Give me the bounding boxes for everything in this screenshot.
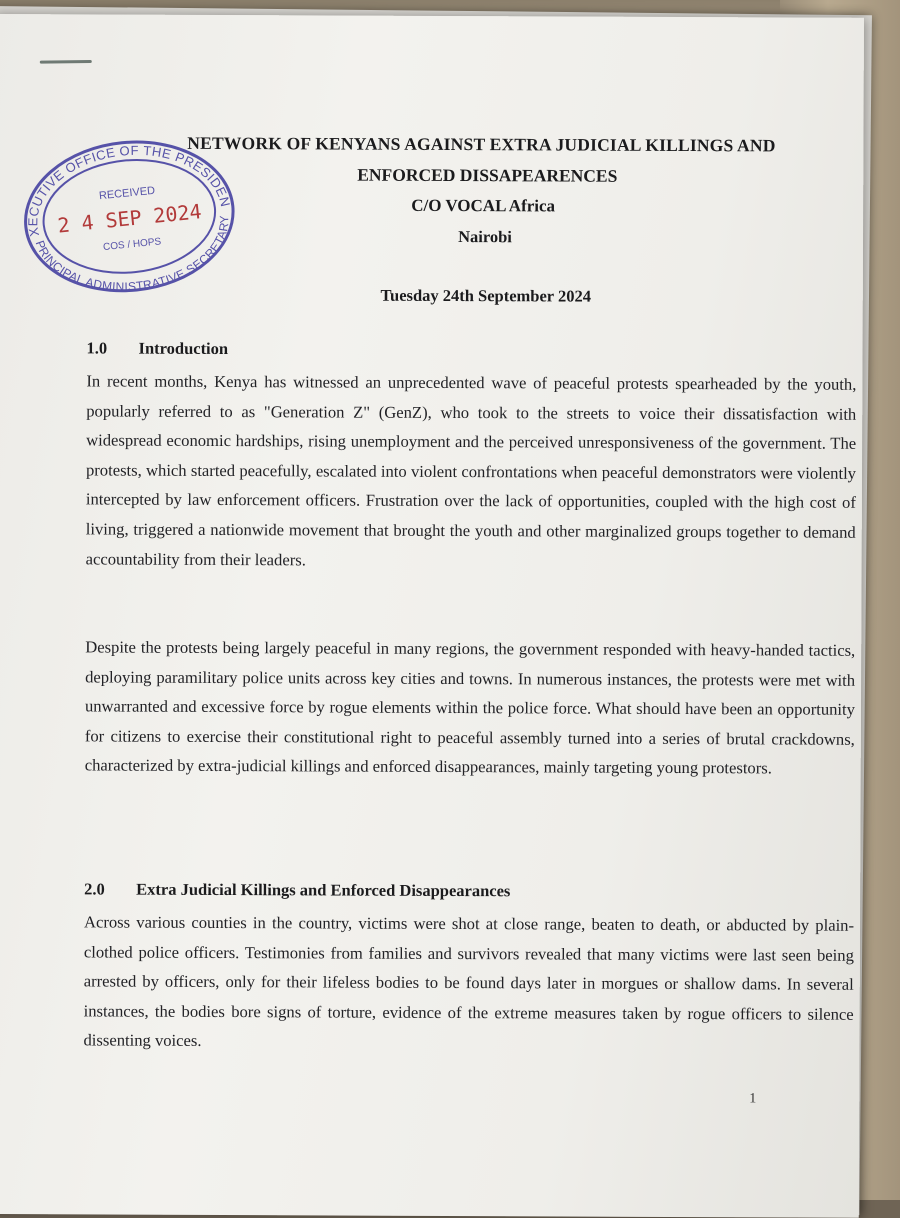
document-page: [0, 14, 864, 1218]
document-date: Tuesday 24th September 2024: [380, 285, 592, 306]
org-name-line-1: NETWORK OF KENYANS AGAINST EXTRA JUDICIAL KILLINGS AND: [187, 132, 776, 156]
stamp-ring-bottom: PRINCIPAL ADMINISTRATIVE SECRETARY: [32, 214, 232, 294]
section-heading-extra-judicial-killings: [84, 879, 510, 901]
stamp-date: 2 4 SEP 2024: [56, 199, 203, 238]
section-heading-introduction: [86, 338, 228, 359]
section-title: Extra Judicial Killings and Enforced Disappearances: [136, 879, 511, 901]
city-line: Nairobi: [458, 227, 512, 247]
section-number: 1.0: [86, 338, 108, 358]
introduction-paragraph-1: In recent months, Kenya has witnessed an unprecedented wave of peaceful protests spearheaded by the youth, popularly referred to as "Generation Z" (GenZ), who took to the streets to voice their dissatisfaction with widespread economic hardships, rising unemployment and the perceived unresponsiveness of the government. The protests, which started peacefully, escalated into violent confrontations when peaceful demonstrators were violently intercepted by law enforcement officers. Frustration over the lack of opportunities, coupled with the high cost of living, triggered a nationwide movement that brought the youth and other marginalized groups together to demand accountability from their leaders.: [85, 371, 857, 569]
section-number: 2.0: [84, 879, 105, 899]
staple-mark: [40, 60, 92, 64]
page-number: 1: [749, 1091, 757, 1107]
stamp-code: COS / HOPS: [102, 236, 162, 254]
section-title: Introduction: [138, 338, 229, 359]
care-of-line: C/O VOCAL Africa: [411, 195, 556, 216]
stamp-received-label: RECEIVED: [98, 184, 156, 203]
section-2-paragraph-1: Across various counties in the country, victims were shot at close range, beaten to death, or abducted by plain-clothed police officers. Testimonies from families and survivors revealed that many victims were last seen being arrested by officers, only for their lifeless bodies to be found days later in morgues or shallow dams. In several instances, the bodies bore signs of torture, evidence of the extreme measures taken by rogue officers to silence dissenting voices.: [83, 912, 855, 1051]
org-name-line-2: ENFORCED DISSAPEARENCES: [357, 164, 618, 186]
introduction-paragraph-2: Despite the protests being largely peaceful in many regions, the government responded with heavy-handed tactics, deploying paramilitary police units across key cities and towns. In numerous instances, the protests were met with unwarranted and excessive force by rogue elements within the police force. What should have been an opportunity for citizens to exercise their constitutional right to peaceful assembly turned into a series of brutal crackdowns, characterized by extra-judicial killings and enforced disappearances, mainly targeting young protestors.: [84, 637, 856, 778]
stamp-ring-top: EXECUTIVE OFFICE OF THE PRESIDENT: [25, 142, 234, 238]
